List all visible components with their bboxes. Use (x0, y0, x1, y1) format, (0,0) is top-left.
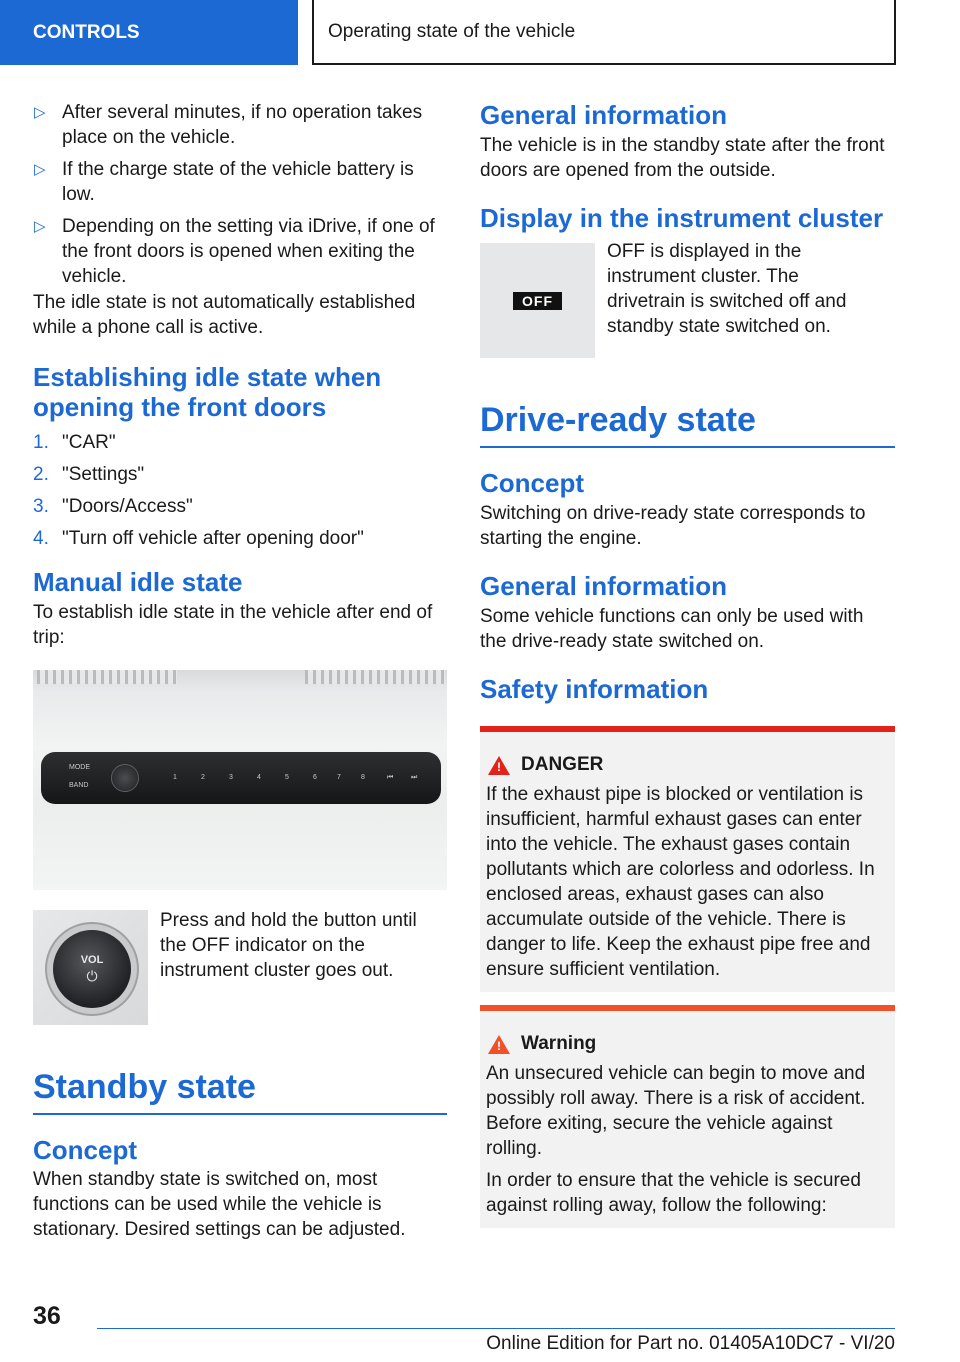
conditions-list (33, 100, 447, 289)
instrument-cluster-photo (480, 243, 595, 358)
power-knob-icon: VOL ⏻ (53, 930, 131, 1008)
drive-ready-heading: Drive-ready state (480, 400, 895, 448)
off-indicator-icon: OFF (513, 292, 562, 310)
next-track-icon: ⏭ (411, 774, 418, 781)
general-text: The vehicle is in the standby state after the front doors are opened from the outside. (480, 135, 885, 181)
steps-list (33, 430, 447, 551)
list-item: ▷ After several minutes, if no operation takes place on the vehicle. (33, 100, 447, 150)
list-item: 4. "Turn off vehicle after opening door" (33, 528, 364, 549)
list-item: 1. "CAR" (33, 432, 116, 453)
drive-concept-heading: Concept (480, 468, 584, 498)
press-text: Press and hold the button until the OFF indicator on the instrument cluster goes out. (160, 910, 417, 981)
display-heading: Display in the instrument cluster (480, 203, 884, 233)
right-column (480, 100, 895, 1228)
list-item: 2. "Settings" (33, 464, 145, 485)
idle-note: The idle state is not automatically established while a phone call is active. (33, 292, 416, 338)
press-instruction (33, 910, 447, 1025)
warning-text: An unsecured vehicle can begin to move and possibly roll away. There is a risk of accident. Before exiting, secure the vehicle against rolling. (486, 1063, 866, 1159)
standby-concept-heading: Concept (33, 1135, 137, 1165)
previous-track-icon: ⏮ (387, 774, 394, 781)
warning-triangle-icon (488, 1035, 510, 1054)
left-column (33, 100, 447, 1242)
volume-knob-icon (111, 764, 139, 792)
manual-text: To establish idle state in the vehicle after end of trip: (33, 602, 433, 648)
establishing-heading: Establishing idle state when opening the front doors (33, 362, 382, 422)
safety-heading: Safety information (480, 674, 709, 704)
danger-label: DANGER (521, 754, 604, 775)
page-number: 36 (33, 1302, 61, 1330)
danger-text: If the exhaust pipe is blocked or ventilation is insufficient, harmful exhaust gases can enter into the vehicle. The exhaust gases contain pollutants which are colorless and odorless. In enclosed areas, exhaust gases can also accumulate outside of the vehicle. There is danger to life. Keep the exhaust pipe free and ensure sufficient ventilation. (486, 784, 875, 980)
display-info (480, 243, 895, 358)
standby-heading: Standby state (33, 1067, 447, 1115)
manual-heading: Manual idle state (33, 567, 243, 597)
drive-concept-text: Switching on drive-ready state corresponds to starting the engine. (480, 503, 866, 549)
warning-triangle-icon (488, 756, 510, 775)
display-text: OFF is displayed in the instrument cluster. The drivetrain is switched off and standby state switched on. (607, 241, 847, 337)
power-icon: ⏻ (86, 967, 98, 984)
radio-panel: MODE BAND 1 2 3 4 5 6 7 8 ⏮ ⏭ (41, 752, 441, 804)
warning-text-2: In order to ensure that the vehicle is secured against rolling away, follow the following: (486, 1170, 861, 1216)
general2-heading: General information (480, 571, 728, 601)
standby-concept-text: When standby state is switched on, most functions can be used while the vehicle is stationary. Desired settings can be adjusted. (33, 1169, 406, 1240)
danger-box (480, 726, 895, 992)
list-item: 3. "Doors/Access" (33, 496, 193, 517)
volume-button-photo (33, 910, 148, 1025)
section-tab: CONTROLS (0, 0, 298, 65)
footer-divider (97, 1328, 895, 1329)
warning-box (480, 1005, 895, 1228)
warning-label: Warning (521, 1033, 597, 1054)
general2-text: Some vehicle functions can only be used with the drive-ready state switched on. (480, 606, 864, 652)
list-item: ▷ If the charge state of the vehicle battery is low. (33, 157, 447, 207)
chapter-title: Operating state of the vehicle (312, 0, 896, 65)
edition-info: Online Edition for Part no. 01405A10DC7 - VI/20 (486, 1333, 895, 1354)
list-item: ▷ Depending on the setting via iDrive, if one of the front doors is opened when exiting the vehicle. (33, 214, 447, 289)
general-heading: General information (480, 100, 728, 130)
radio-panel-photo (33, 670, 447, 890)
